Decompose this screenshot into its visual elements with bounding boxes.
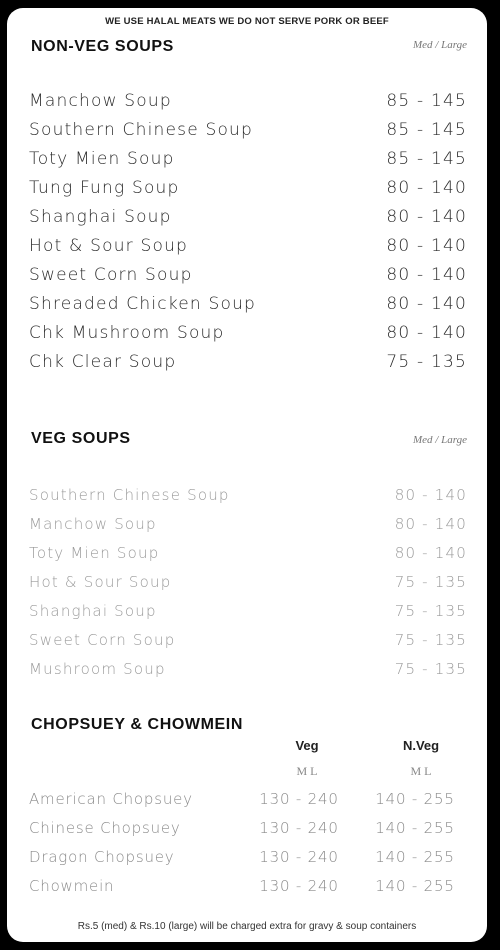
item-price: 80 - 140 xyxy=(394,543,467,562)
list-item xyxy=(29,347,467,376)
list-item xyxy=(29,289,467,318)
item-name: Manchow Soup xyxy=(29,90,172,111)
nonveg-price: 140 - 255 xyxy=(375,876,455,895)
list-item xyxy=(29,86,467,115)
item-price: 80 - 140 xyxy=(386,322,467,343)
item-name: Sweet Corn Soup xyxy=(29,264,193,285)
list-item xyxy=(29,231,467,260)
nonveg-soups-title: NON-VEG SOUPS xyxy=(31,38,174,55)
item-name: Shanghai Soup xyxy=(29,601,157,620)
item-price: 75 - 135 xyxy=(394,630,467,649)
item-name: Toty Mien Soup xyxy=(29,148,175,169)
veg-soup-list xyxy=(29,480,467,683)
item-price: 80 - 140 xyxy=(386,235,467,256)
list-item xyxy=(29,871,473,900)
item-name: Southern Chinese Soup xyxy=(29,485,230,504)
nonveg-soup-list xyxy=(29,86,467,376)
list-item xyxy=(29,509,467,538)
item-name: Manchow Soup xyxy=(29,514,157,533)
item-name: Southern Chinese Soup xyxy=(29,119,254,140)
item-price: 80 - 140 xyxy=(386,293,467,314)
menu-card xyxy=(7,8,487,942)
list-item xyxy=(29,567,467,596)
list-item xyxy=(29,480,467,509)
list-item xyxy=(29,654,467,683)
veg-price: 130 - 240 xyxy=(259,818,339,837)
nonveg-price: 140 - 255 xyxy=(375,789,455,808)
list-item xyxy=(29,144,467,173)
item-price: 80 - 140 xyxy=(386,206,467,227)
nonveg-price: 140 - 255 xyxy=(375,847,455,866)
item-price: 85 - 145 xyxy=(386,90,467,111)
item-name: Tung Fung Soup xyxy=(29,177,180,198)
item-name: Hot & Sour Soup xyxy=(29,572,172,591)
list-item xyxy=(29,784,473,813)
veg-column-header: Veg xyxy=(295,738,319,753)
veg-size-subheader: M L xyxy=(296,764,318,778)
list-item xyxy=(29,173,467,202)
item-price: 75 - 135 xyxy=(394,601,467,620)
item-price: 75 - 135 xyxy=(394,659,467,678)
item-name: Hot & Sour Soup xyxy=(29,235,189,256)
item-name: Sweet Corn Soup xyxy=(29,630,176,649)
list-item xyxy=(29,596,467,625)
veg-price: 130 - 240 xyxy=(259,789,339,808)
item-price: 80 - 140 xyxy=(394,514,467,533)
item-name: Chk Mushroom Soup xyxy=(29,322,225,343)
item-price: 80 - 140 xyxy=(386,264,467,285)
list-item xyxy=(29,260,467,289)
nonveg-size-subheader: M L xyxy=(410,764,432,778)
item-name: Shreaded Chicken Soup xyxy=(29,293,257,314)
veg-price: 130 - 240 xyxy=(259,876,339,895)
item-price: 85 - 145 xyxy=(386,148,467,169)
nonveg-price: 140 - 255 xyxy=(375,818,455,837)
veg-soups-title: VEG SOUPS xyxy=(31,430,131,447)
item-name: Mushroom Soup xyxy=(29,659,166,678)
list-item xyxy=(29,842,473,871)
chopsuey-list xyxy=(29,784,473,900)
item-price: 80 - 140 xyxy=(386,177,467,198)
list-item xyxy=(29,318,467,347)
item-name: Toty Mien Soup xyxy=(29,543,160,562)
list-item xyxy=(29,538,467,567)
halal-notice: WE USE HALAL MEATS WE DO NOT SERVE PORK OR BEEF xyxy=(105,16,389,27)
nonveg-column-header: N.Veg xyxy=(402,738,440,753)
veg-price: 130 - 240 xyxy=(259,847,339,866)
list-item xyxy=(29,625,467,654)
nonveg-size-header: Med / Large xyxy=(413,39,467,51)
chopsuey-title: CHOPSUEY & CHOWMEIN xyxy=(31,716,244,733)
item-name: Shanghai Soup xyxy=(29,206,172,227)
list-item xyxy=(29,202,467,231)
list-item xyxy=(29,813,473,842)
item-price: 85 - 145 xyxy=(386,119,467,140)
item-name: Dragon Chopsuey xyxy=(29,847,175,866)
item-name: American Chopsuey xyxy=(29,789,193,808)
item-price: 80 - 140 xyxy=(394,485,467,504)
item-name: Chk Clear Soup xyxy=(29,351,177,372)
item-name: Chowmein xyxy=(29,876,115,895)
veg-size-header: Med / Large xyxy=(413,434,467,446)
list-item xyxy=(29,115,467,144)
item-name: Chinese Chopsuey xyxy=(29,818,181,837)
item-price: 75 - 135 xyxy=(394,572,467,591)
container-charge-note: Rs.5 (med) & Rs.10 (large) will be charged extra for gravy & soup containers xyxy=(77,921,417,932)
item-price: 75 - 135 xyxy=(386,351,467,372)
